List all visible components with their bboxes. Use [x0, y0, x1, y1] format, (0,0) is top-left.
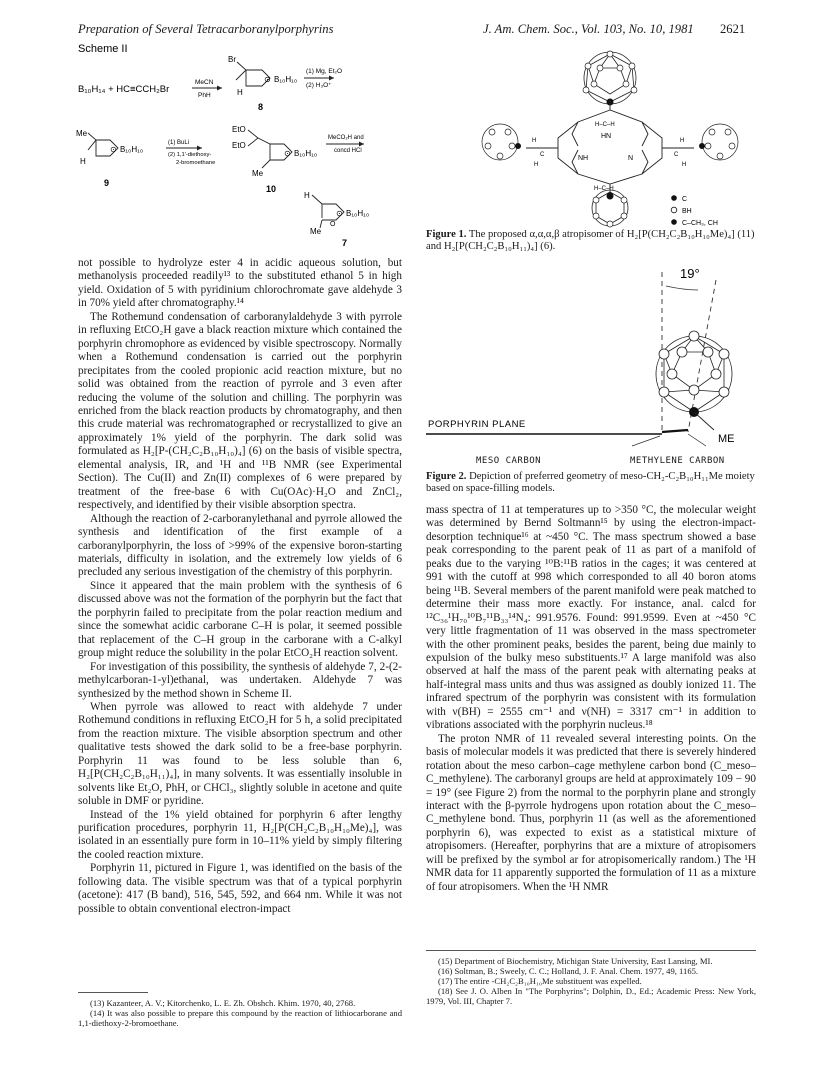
scheme-arrowhead-2 — [329, 76, 334, 81]
porphyrin-plane-label: PORPHYRIN PLANE — [428, 419, 526, 430]
scheme-eto-2: EtO — [232, 141, 246, 150]
figure-1-structure — [460, 38, 760, 228]
scheme-7-b10h10: B₁₀H₁₀ — [346, 209, 370, 218]
scheme-arrow1-top: MeCN — [195, 79, 214, 86]
scheme-arrow2-top: (1) Mg, Et₂O — [306, 68, 343, 75]
footnote: (13) Kazanteer, A. V.; Kitorchenko, L. E. Zh. Obshch. Khim. 1970, 40, 2768. — [90, 998, 356, 1008]
meso-carbon-label: MESO CARBON — [476, 456, 542, 466]
figure-1-caption-label: Figure 1. — [426, 229, 467, 240]
scheme-arrowhead-3 — [197, 146, 202, 151]
me-label: ME — [718, 433, 735, 445]
scheme-reactants: B₁₀H₁₄ + HC≡CCH₂Br — [78, 84, 170, 95]
scheme-9-b10h10: B₁₀H₁₀ — [120, 145, 144, 154]
scheme-10-b10h10: B₁₀H₁₀ — [294, 149, 318, 158]
scheme-8-b10h10: B₁₀H₁₀ — [274, 75, 298, 84]
svg-text:HN: HN — [601, 133, 612, 140]
left-column-body — [78, 257, 402, 916]
footnote: (17) The entire -CH₂C₂B₁₀H₁₀Me substituent was expelled. — [438, 976, 642, 986]
scheme-7-cage: ⊙ — [336, 209, 343, 218]
paragraph: The Rothemund condensation of carboranylaldehyde 3 with pyrrole in refluxing EtCO₂H gave a black reaction mixture which contained the porphyrin chromophore as evidenced by visible spectroscopy. Normally when a Rothemund condensation is carried out the porphyrin precipitates from the cooled propionic acid reaction mixture, but no solid was obtained from the reaction of pyrrole and 3 even after reducing the volume of the solution and chilling. The porphyrin was enriched from the black reaction products by chromatography, and then this crude material was rechromatographed or recrystallized to give an approximately 1% yield of the porphyrin. The dark solid was formulated as H₂[P-(CH₂C₂B₁₀H₁₀)₄] (6) on the basis of visible spectra, elemental analysis, IR, and ¹H and ¹¹B NMR (see Experimental Section). The Cu(II) and Zn(II) complexes of 6 were prepared by treatment of the free-base 6 with Cu(OAc)·H₂O and ZnCl₂, respectively, and identified by their visible absorption spectra. — [78, 310, 402, 512]
paragraph: Since it appeared that the main problem with the synthesis of 6 discussed above was not the formation of the porphyrin but the fact that the porphyrin failed to precipitate from the polar reaction medium and since the somewhat acidic carborane C–H is polar, it seemed possible that replacement of the C–H group in the carborane with a C-alkyl group might reduce the solubility in the polar EtCO₂H reaction solvent. — [78, 579, 402, 660]
scheme-7-me: Me — [310, 227, 322, 236]
figure-2-caption — [426, 471, 756, 496]
legend-carbon-label: C — [682, 196, 688, 203]
angle-arc — [666, 286, 698, 290]
methylene-bond — [662, 430, 688, 432]
paragraph: Instead of the 1% yield obtained for porphyrin 6 after lengthy purification procedures, porphyrin 11, H₂[P(CH₂C₂B₁₀H₁₀Me)₄], was isolated in an essentially pure form in 10–11% yield by simply filtering the cooled reaction mixture. — [78, 808, 402, 861]
scheme-8-h: H — [237, 88, 243, 97]
svg-text:NH: NH — [578, 155, 589, 162]
scheme-arrowhead-4 — [359, 142, 364, 147]
figure-2-caption-text: Depiction of preferred geometry of meso-CH₂-C₂B₁₀H₁₁Me moiety based on space-filling models. — [426, 471, 755, 495]
journal-citation: J. Am. Chem. Soc., Vol. 103, No. 10, 1981 — [483, 22, 694, 36]
top-carborane-cage — [584, 52, 636, 104]
right-footnotes — [426, 956, 756, 1006]
svg-text:C: C — [540, 152, 545, 158]
footnote: (15) Department of Biochemistry, Michigan State University, East Lansing, MI. — [438, 956, 713, 966]
scheme-label-10: 10 — [266, 184, 277, 194]
figure-2-caption-label: Figure 2. — [426, 471, 467, 482]
svg-text:H: H — [682, 162, 687, 168]
figure-1-caption — [426, 229, 756, 254]
svg-text:H–C–H: H–C–H — [594, 186, 614, 192]
svg-text:N: N — [628, 155, 634, 162]
scheme-arrow4-bottom: concd HCl — [334, 148, 362, 154]
scheme-title: Scheme II — [78, 43, 128, 55]
footnote-rule-right — [426, 950, 756, 951]
scheme-10-cage: ⊙ — [284, 149, 291, 158]
scheme-arrow4-top: MeCO₂H and — [328, 135, 364, 141]
scheme-9-cage: ⊙ — [110, 145, 117, 154]
legend-bh-label: BH — [682, 208, 692, 215]
paragraph: Porphyrin 11, pictured in Figure 1, was identified on the basis of the following data. The visible spectrum was that of a typical porphyrin (acetone): 417 (B band), 516, 545, 592, and 664 nm. While it was not possible to obtain conventional electron-impact — [78, 862, 402, 915]
meso-pointer — [632, 436, 660, 446]
figure-1-caption-text: The proposed α,α,α,β atropisomer of H₂[P(CH₂C₂B₁₀H₁₀Me)₄] (11) and H₂[P(CH₂C₂B₁₀H₁₁)₄] (6). — [426, 229, 755, 253]
porphyrin-core — [526, 100, 694, 196]
scheme-8-cage: ⊙ — [264, 75, 271, 84]
left-footnotes — [78, 998, 402, 1028]
scheme-eto-1: EtO — [232, 125, 246, 134]
figure-2-geometry — [426, 262, 766, 452]
scheme-br: Br — [228, 55, 236, 64]
scheme-arrow3-bottom2: 2-bromoethane — [176, 160, 216, 166]
svg-text:C: C — [674, 152, 679, 158]
scheme-arrowhead-1 — [217, 86, 222, 91]
svg-text:H: H — [534, 162, 539, 168]
scheme-10-me: Me — [252, 169, 264, 178]
scheme-arrow1-bottom: PhH — [198, 92, 211, 99]
svg-text:H: H — [680, 138, 685, 144]
svg-text:H: H — [532, 138, 537, 144]
legend-c-ch3-label: C–CH₃, CH — [682, 220, 718, 227]
paragraph: not possible to hydrolyze ester 4 in acidic aqueous solution, but methanolysis proceeded readily¹³ to the substituted ethanol 5 in high yield. Oxidation of 5 with pyridinium chlorochromate gave aldehyde 3 in 70% yield after chromatography.¹⁴ — [78, 257, 402, 310]
right-column-body — [426, 504, 756, 894]
legend-bh-marker — [671, 207, 677, 213]
scheme-7-h: H — [304, 191, 310, 200]
page-number: 2621 — [720, 22, 746, 36]
footnote: (16) Soltman, B.; Sweely, C. C.; Holland, J. F. Anal. Chem. 1977, 49, 1165. — [438, 966, 699, 976]
paragraph: The proton NMR of 11 revealed several interesting points. On the basis of molecular models it was predicted that there is severely hindered rotation about the meso carbon–cage methylene carbon bond (C_meso–C_methylene). The carboranyl groups are held at approximately 109 − 90 = 19° (see Figure 2) from the normal to the porphyrin plane and strongly interact with the β-pyrrole hydrogens upon rotation about the C_meso–C_methylene bond. Thus, porphyrin 11 (as well as the aforementioned porphyrin 6), was expected to exist as a statistical mixture of atropisomers. (Hereafter, porphyrins that are a mixture of atropisomers will be prefixed by the symbol ar for atropisomerically random.) The ¹H NMR data for 11 apparently supported the formulation of 11 as a mixture of four atropisomers. When the ¹H NMR — [426, 732, 756, 893]
figure-1-legend — [671, 195, 718, 227]
methylene-carbon-label: METHYLENE CARBON — [630, 456, 725, 466]
scheme-arrow3-top: (1) BuLi — [168, 140, 190, 146]
scheme-arrow2-bottom: (2) H₃O⁺ — [306, 82, 332, 89]
footnote-rule-left — [78, 992, 148, 993]
legend-c-ch3-marker — [671, 219, 677, 225]
scheme-me-9: Me — [76, 129, 88, 138]
paragraph: Although the reaction of 2-carboranylethanal and pyrrole allowed the synthesis and identification of the first example of a carboranylporphyrin, the loss of >99% of the expensive boron-starting materials, difficulty in isolation, and the extremely low yields of 6 precluded any serious investigation of the chemistry of this porphyrin. — [78, 512, 402, 579]
scheme-label-9: 9 — [104, 178, 110, 188]
scheme-label-7: 7 — [342, 238, 348, 248]
angle-label: 19° — [680, 266, 700, 281]
legend-carbon-marker — [671, 195, 677, 201]
scheme-arrow3-bottom1: (2) 1,1′-diethoxy- — [168, 152, 212, 158]
methylene-pointer — [688, 434, 706, 446]
footnote: (18) See J. O. Alben In "The Porphyrins"; Dolphin, D., Ed.; Academic Press: New York, 1979, Vol. III, Chapter 7. — [426, 986, 756, 1006]
footnote: (14) It was also possible to prepare this compound by the reaction of lithiocarborane and 1,1-diethoxy-2-bromoethane. — [78, 1008, 402, 1028]
scheme-label-8: 8 — [258, 102, 264, 112]
running-title: Preparation of Several Tetracarboranylporphyrins — [78, 22, 334, 36]
paragraph: For investigation of this possibility, the synthesis of aldehyde 7, 2-(2-methylcarboran-1-yl)ethanal, was undertaken. Aldehyde 7 was synthesized by the method shown in Scheme II. — [78, 660, 402, 700]
scheme-ii — [74, 40, 394, 250]
scheme-7-o: O — [330, 221, 336, 228]
svg-text:H–C–H: H–C–H — [595, 122, 615, 128]
scheme-9-h: H — [80, 157, 86, 166]
paragraph: When pyrrole was allowed to react with aldehyde 7 under Rothemund conditions in refluxing EtCO₂H for 5 h, a solid precipitated from the reaction mixture. The visible absorption spectrum and other qualitative tests showed the dark solid to be a free-base porphyrin. Porphyrin 11 was found to be less soluble than 6, H₂[P(CH₂C₂B₁₀H₁₁)₄], in many solvents. It was essentially insoluble in solvents like Et₂O, PhH, or CHCl₃, slightly soluble in acetone and quite soluble in DMF or pyridine. — [78, 700, 402, 808]
paragraph: mass spectra of 11 at temperatures up to >350 °C, the molecular weight was determined by Bernd Soltmann¹⁵ by using the electron-impact-desorption technique¹⁶ at ~450 °C. The mass spectrum showed a base peak corresponding to the parent peak of 11 as part of a manifold of peaks due to the varying ¹⁰B:¹¹B ratios in the cages; it was centered at 991 with the cutoff at 998 which corresponded to all 40 boron atoms being ¹¹B. Several members of the parent manifold were peak matched to determine their mass more exactly. For instance, anal. calcd for ¹²C₃₆¹H₇₀¹⁰B₇¹¹B₃₃¹⁴N₄: 991.9576. Found: 991.9599. Even at ~450 °C very little fragmentation of 11 was observed in the mass spectrometer with the other prominent peaks, besides the parent, being due mainly to expulsion of the bulky meso substituents.¹⁷ A large manifold was also observed at half the mass of the parent peak with alternating peaks at half-integral mass units and thus was assigned as doubly ionized 11. The infrared spectrum of the porphyrin was consistent with its formulation with ν(BH) = 2555 cm⁻¹ and ν(NH) = 3317 cm⁻¹ in addition to vibrations associated with the porphyrin nucleus.¹⁸ — [426, 504, 756, 732]
side-carborane-cages — [482, 124, 738, 160]
